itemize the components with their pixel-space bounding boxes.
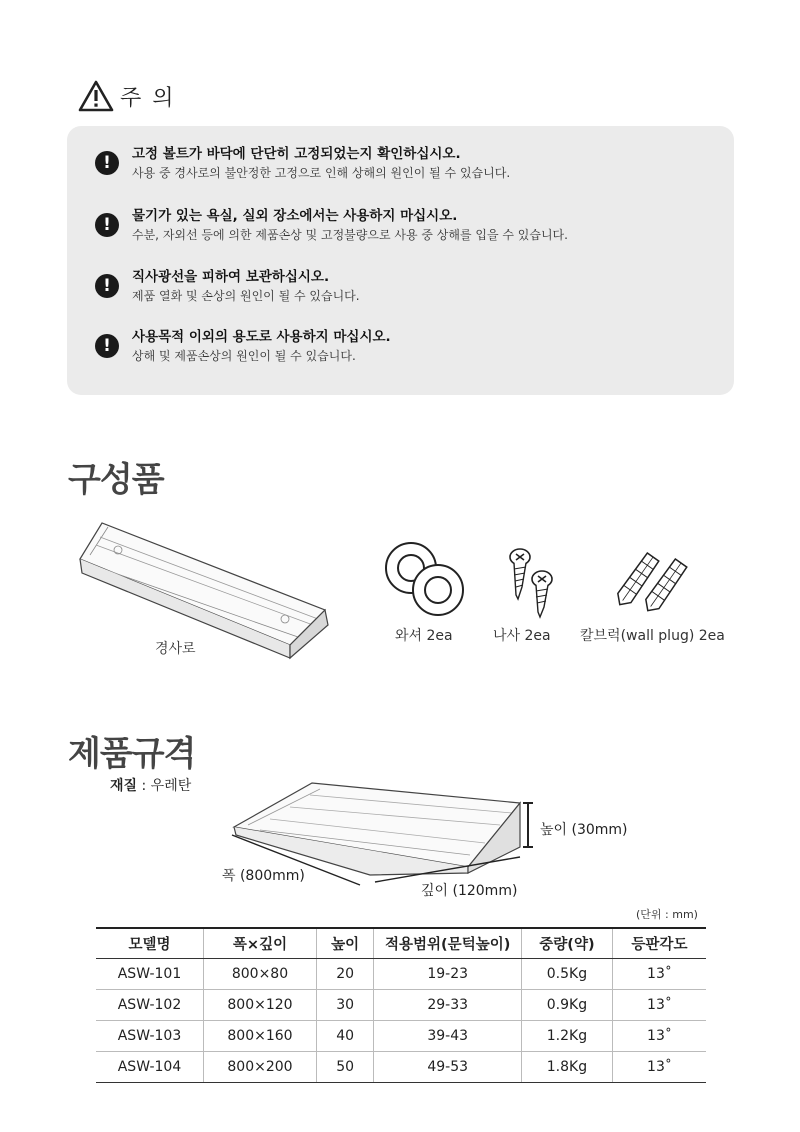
cell-height: 50 [317, 1052, 374, 1083]
header-model: 모델명 [96, 928, 203, 959]
cell-model: ASW-101 [96, 959, 203, 990]
header-size: 폭×깊이 [203, 928, 316, 959]
cell-range: 19-23 [374, 959, 522, 990]
cell-angle: 13˚ [612, 990, 706, 1021]
header-weight: 중량(약) [522, 928, 613, 959]
material [110, 775, 191, 795]
spec-table [96, 927, 706, 1083]
warning-item [95, 206, 568, 244]
table-header-row [96, 928, 706, 959]
components-title: 구성품 [68, 460, 164, 500]
cell-weight: 1.8Kg [522, 1052, 613, 1083]
cell-angle: 13˚ [612, 959, 706, 990]
warning-title: 직사광선을 피하여 보관하십시오. [132, 269, 330, 285]
exclamation-icon: ! [95, 213, 119, 237]
header-angle: 등판각도 [612, 928, 706, 959]
exclamation-icon: ! [95, 274, 119, 298]
ramp-label: 경사로 [155, 641, 196, 657]
caution-title: 주 의 [120, 85, 176, 111]
table-row [96, 1052, 706, 1083]
caution-box [67, 126, 734, 395]
screw-illustration [498, 545, 563, 620]
warning-triangle-icon [78, 80, 114, 112]
depth-dimension: 깊이 (120mm) [421, 883, 518, 899]
table-row [96, 959, 706, 990]
cell-weight: 1.2Kg [522, 1021, 613, 1052]
table-row [96, 1021, 706, 1052]
cell-height: 20 [317, 959, 374, 990]
cell-angle: 13˚ [612, 1052, 706, 1083]
material-value: : 우레탄 [137, 778, 192, 794]
screw-label: 나사 2ea [493, 628, 551, 644]
cell-height: 40 [317, 1021, 374, 1052]
cell-height: 30 [317, 990, 374, 1021]
cell-range: 29-33 [374, 990, 522, 1021]
warning-item [95, 144, 510, 182]
warning-description: 사용 중 경사로의 불안정한 고정으로 인해 상해의 원인이 될 수 있습니다. [132, 166, 511, 180]
header-range: 적용범위(문턱높이) [374, 928, 522, 959]
cell-weight: 0.5Kg [522, 959, 613, 990]
cell-model: ASW-104 [96, 1052, 203, 1083]
header-height: 높이 [317, 928, 374, 959]
warning-description: 제품 열화 및 손상의 원인이 될 수 있습니다. [132, 289, 360, 303]
warning-title: 물기가 있는 욕실, 실외 장소에서는 사용하지 마십시오. [132, 208, 458, 224]
cell-angle: 13˚ [612, 1021, 706, 1052]
spec-title: 제품규격 [68, 734, 196, 774]
washer-illustration [383, 540, 468, 620]
exclamation-icon: ! [95, 151, 119, 175]
cell-range: 39-43 [374, 1021, 522, 1052]
warning-item [95, 327, 391, 365]
warning-title: 사용목적 이외의 용도로 사용하지 마십시오. [132, 329, 391, 345]
cell-model: ASW-102 [96, 990, 203, 1021]
cell-size: 800×160 [203, 1021, 316, 1052]
unit-note: (단위 : mm) [636, 908, 698, 921]
warning-description: 상해 및 제품손상의 원인이 될 수 있습니다. [132, 349, 356, 363]
caution-header [78, 80, 176, 112]
exclamation-icon: ! [95, 334, 119, 358]
warning-title: 고정 볼트가 바닥에 단단히 고정되었는지 확인하십시오. [132, 146, 461, 162]
material-label: 재질 [110, 778, 138, 794]
cell-range: 49-53 [374, 1052, 522, 1083]
ramp-illustration [70, 515, 340, 660]
wall-plug-illustration [615, 550, 695, 620]
cell-weight: 0.9Kg [522, 990, 613, 1021]
washer-label: 와셔 2ea [395, 628, 453, 644]
width-dimension: 폭 (800mm) [222, 868, 305, 884]
cell-size: 800×80 [203, 959, 316, 990]
warning-item [95, 267, 360, 305]
table-row [96, 990, 706, 1021]
height-dimension: 높이 (30mm) [540, 822, 628, 838]
cell-size: 800×120 [203, 990, 316, 1021]
warning-description: 수분, 자외선 등에 의한 제품손상 및 고정불량으로 사용 중 상해를 입을 수 있습니다. [132, 228, 568, 242]
cell-model: ASW-103 [96, 1021, 203, 1052]
cell-size: 800×200 [203, 1052, 316, 1083]
wall-plug-label: 칼브럭(wall plug) 2ea [580, 628, 725, 644]
